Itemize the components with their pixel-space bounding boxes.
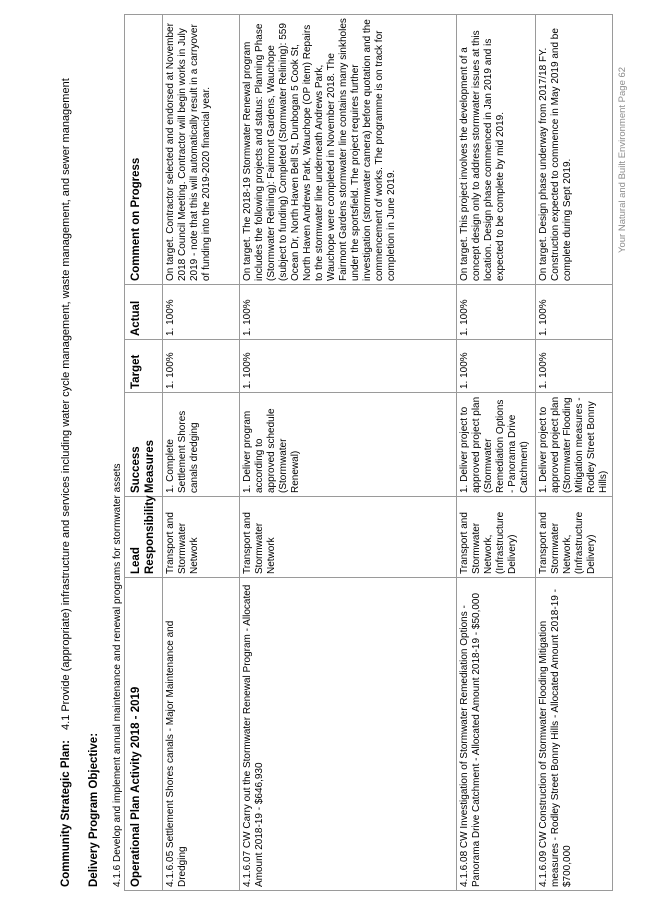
measures-cell: 1. Deliver project to approved project plan (Stormwater Flooding Mitigation measures - Rodley Street Bonny Hills)	[536, 393, 613, 497]
actual-cell: 1. 100%	[457, 285, 536, 340]
col-header-target: Target	[125, 340, 163, 393]
table-row	[536, 15, 613, 891]
measures-cell: 1. Deliver project to approved project plan (Stormwater Remediation Options - Panorama Drive Catchment)	[457, 393, 536, 497]
col-header-actual: Actual	[125, 285, 163, 340]
operational-plan-table	[124, 14, 613, 891]
comment-cell: On target. Design phase underway from 2017/18 FY. Construction expected to commence in May 2019 and be complete during Sept 2019.	[536, 15, 613, 285]
col-header-activity: Operational Plan Activity 2018 - 2019	[125, 578, 163, 891]
col-header-measures: Success Measures	[125, 393, 163, 497]
table-header-row	[125, 15, 163, 891]
actual-cell: 1. 100%	[536, 285, 613, 340]
measures-cell: 1. Deliver program according to approved schedule (Stormwater Renewal)	[240, 393, 457, 497]
lead-cell: Transport and Stormwater Network, (Infrastructure Delivery)	[457, 497, 536, 578]
delivery-objective-value: 4.1.6 Develop and implement annual maintenance and renewal programs for stormwater assets	[112, 463, 123, 887]
strategic-plan-value: 4.1 Provide (appropriate) infrastructure and services including water cycle management, waste management, and sewer management	[60, 78, 72, 731]
comment-cell: On target. Contractor selected and endorsed at November 2018 Council Meeting. Contractor will begin works in July 2019 - note that this will automatically result in a carryover of funding into the 2019-2020 financial year.	[163, 15, 240, 285]
actual-cell: 1. 100%	[163, 285, 240, 340]
target-cell: 1. 100%	[457, 340, 536, 393]
target-cell: 1. 100%	[163, 340, 240, 393]
delivery-objective-line	[88, 723, 100, 887]
activity-cell: 4.1.6.08 CW Investigation of Stormwater Remediation Options - Panorama Drive Catchment - Allocated Amount 2018-19 - $50,000	[457, 578, 536, 891]
activity-cell: 4.1.6.07 CW Carry out the Stormwater Renewal Program - Allocated Amount 2018-19 - $646,930	[240, 578, 457, 891]
strategic-plan-label: Community Strategic Plan:	[60, 740, 72, 887]
comment-cell: On target. The 2018-19 Stormwater Renewal program includes the following projects and status: Planning Phase (Stormwater Relining): Fairmont Gardens, Wauchope (subject to funding) Completed (Stormwater Relining): 559 Ocean Dr, North Haven Bell St, Dunbogan 5 Cook St, North Haven Andrews Park, Wauchope (OP item) Repairs to the stormwater line underneath Andrews Park, Wauchope were completed in November 2018. The Fairmont Gardens stormwater line contains many sinkholes under the sportsfield. The project requires further investigation (stormwater camera) before quotation and the commencement of works. The programme is on track for completion in June 2019.	[240, 15, 457, 285]
table-row	[163, 15, 240, 891]
measures-cell: 1. Complete Settlement Shores canals dredging	[163, 393, 240, 497]
table-row	[457, 15, 536, 891]
activity-cell: 4.1.6.05 Settlement Shores canals - Major Maintenance and Dredging	[163, 578, 240, 891]
activity-cell: 4.1.6.09 CW Construction of Stormwater Flooding Mitigation measures - Rodley Street Bonny Hills - Allocated Amount 2018-19 - $700,000	[536, 578, 613, 891]
actual-cell: 1. 100%	[240, 285, 457, 340]
strategic-plan-line	[60, 78, 72, 887]
page-footer: Your Natural and Built Environment Page 62	[617, 66, 628, 253]
target-cell: 1. 100%	[240, 340, 457, 393]
col-header-comment: Comment on Progress	[125, 15, 163, 285]
lead-cell: Transport and Stormwater Network	[240, 497, 457, 578]
delivery-objective-label: Delivery Program Objective:	[88, 732, 100, 887]
lead-cell: Transport and Stormwater Network, (Infrastructure Delivery)	[536, 497, 613, 578]
target-cell: 1. 100%	[536, 340, 613, 393]
col-header-lead: Lead Responsibility	[125, 497, 163, 578]
table-row	[240, 15, 457, 891]
lead-cell: Transport and Stormwater Network	[163, 497, 240, 578]
comment-cell: On target. This project involves the development of a concept design only to address stormwater issues at this location. Design phase commenced in Jan 2019 and is expected to be complete by mid 2019.	[457, 15, 536, 285]
